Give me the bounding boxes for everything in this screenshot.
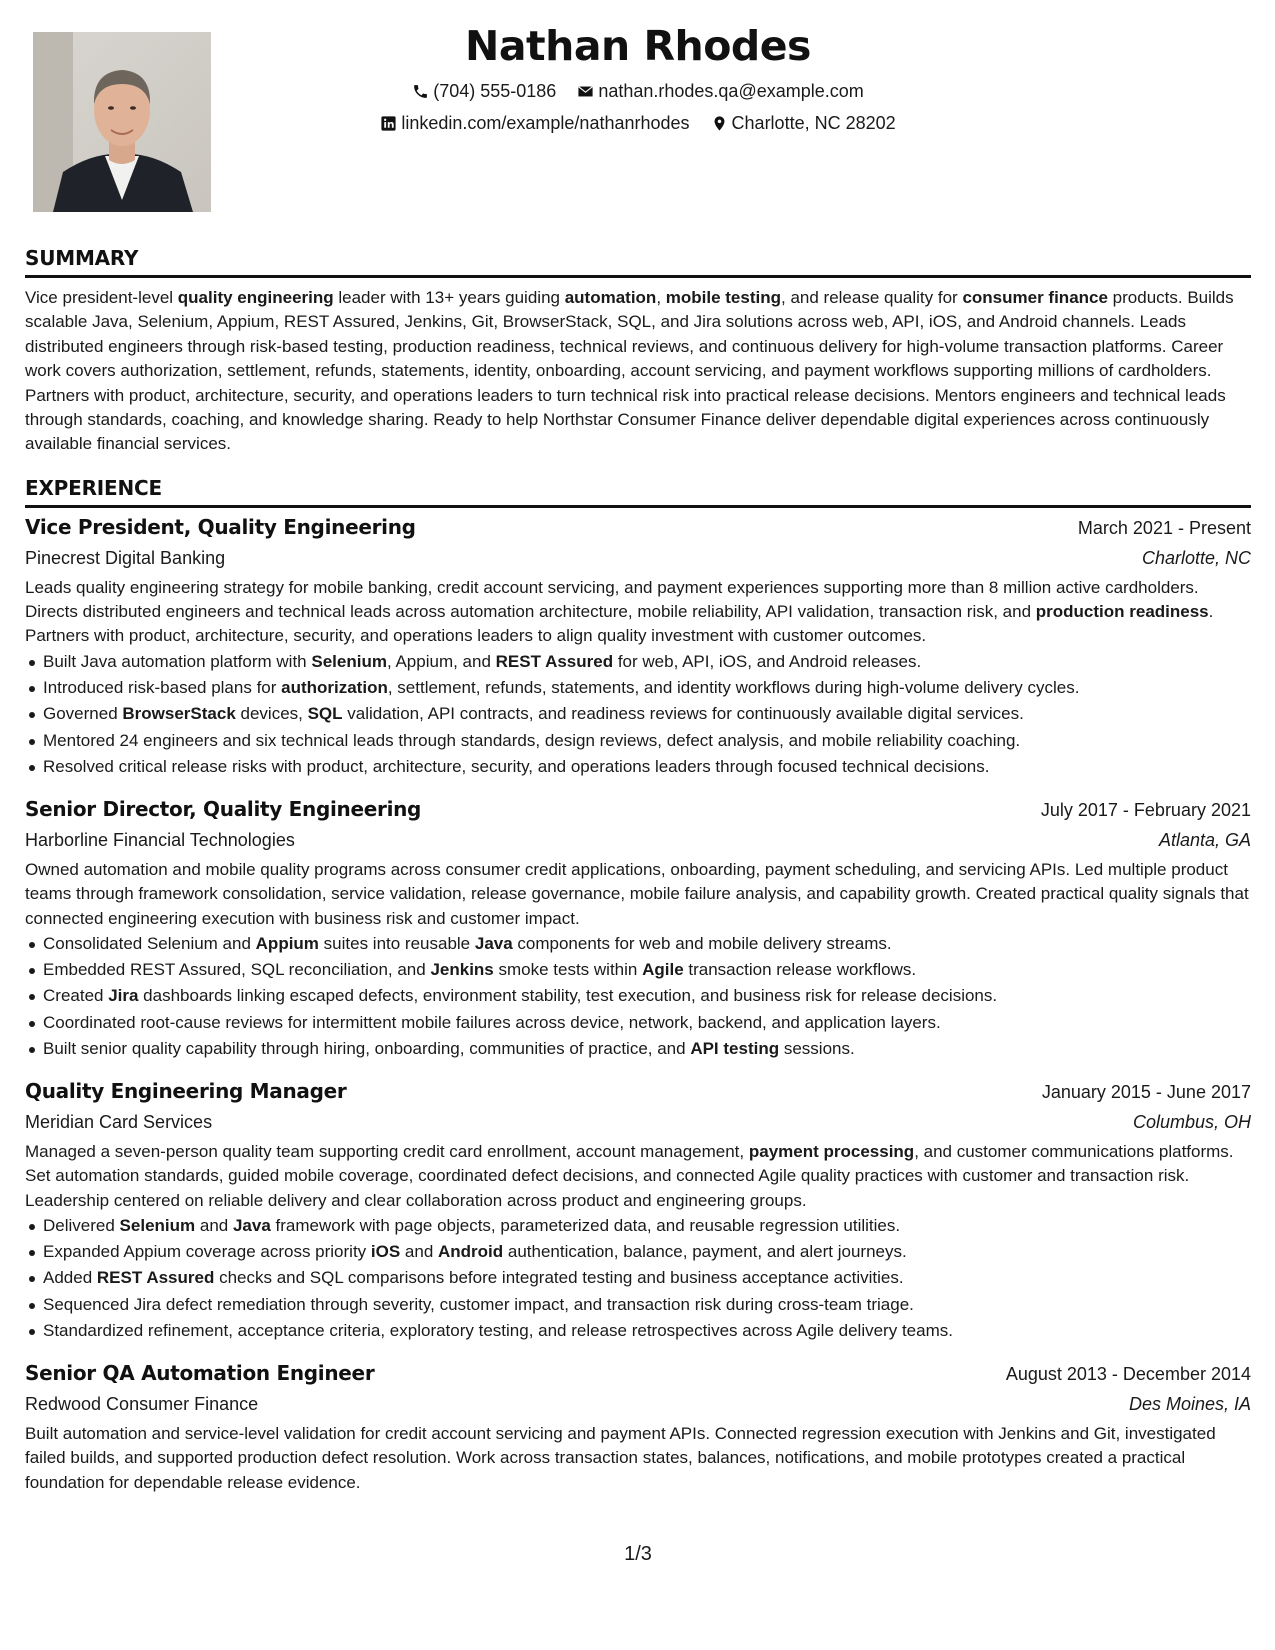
text-run: Added [43, 1268, 97, 1288]
job-location: Charlotte, NC [1141, 548, 1251, 568]
bold-keyword: API testing [690, 1038, 780, 1058]
job-company: Pinecrest Digital Banking [25, 548, 226, 568]
job-description [25, 1422, 1251, 1495]
text-run: , Appium, and [386, 651, 496, 671]
text-run: Managed a seven-person quality team supporting credit card enrollment, account management, [25, 1142, 749, 1162]
job-entry [25, 794, 1251, 1062]
job-location: Des Moines, IA [1128, 1394, 1251, 1415]
job-company: Redwood Consumer Finance [25, 1394, 259, 1415]
linkedin-icon [380, 115, 397, 132]
text-run: . Partners with product, architecture, security, and operations leaders to align quality investment with customer outcomes. [25, 602, 1214, 646]
text-run: Vice president-level [25, 288, 178, 307]
job-entry [25, 512, 1251, 780]
bold-keyword: consumer finance [962, 288, 1108, 307]
map-pin-icon [711, 115, 728, 132]
text-run: Consolidated Selenium and [43, 933, 256, 953]
bold-keyword: iOS [370, 1242, 401, 1262]
summary-text [25, 286, 1251, 457]
candidate-name: Nathan Rhodes [465, 22, 811, 70]
job-title: Vice President, Quality Engineering [25, 515, 416, 539]
text-run: devices, [235, 704, 308, 724]
job-bullet [25, 1213, 1251, 1239]
job-bullet [25, 675, 1251, 701]
text-run: Standardized refinement, acceptance criteria, exploratory testing, and release retrospectives across Agile delivery teams. [43, 1320, 953, 1340]
experience-heading: EXPERIENCE [25, 476, 1251, 508]
job-description [25, 576, 1251, 649]
text-run: Built senior quality capability through hiring, onboarding, communities of practice, and [43, 1038, 691, 1058]
job-bullet [25, 983, 1251, 1009]
contact-line-1 [25, 81, 1251, 105]
text-run: for web, API, iOS, and Android releases. [613, 651, 922, 671]
job-dates: January 2015 - June 2017 [1041, 1082, 1251, 1103]
job-bullet [25, 1265, 1251, 1291]
bold-keyword: mobile testing [665, 288, 781, 307]
job-header-row [25, 1358, 1251, 1389]
job-header-row [25, 512, 1251, 543]
bold-keyword: Java [474, 933, 513, 953]
bold-keyword: Jira [108, 986, 139, 1006]
job-header-row [25, 1076, 1251, 1107]
text-run: components for web and mobile delivery streams. [512, 933, 892, 953]
job-bullet [25, 701, 1251, 727]
text-run: Created [43, 986, 109, 1006]
contact-location [711, 113, 896, 134]
contact-line-2 [25, 113, 1251, 137]
job-entry [25, 1076, 1251, 1344]
bold-keyword: Selenium [119, 1215, 196, 1235]
text-run: Delivered [43, 1215, 120, 1235]
job-bullet [25, 649, 1251, 675]
text-run: authentication, balance, payment, and alert journeys. [503, 1242, 907, 1262]
bold-keyword: production readiness [1035, 602, 1209, 622]
job-company-row [25, 1107, 1251, 1137]
contact-email[interactable] [577, 81, 863, 102]
location-text: Charlotte, NC 28202 [731, 113, 896, 133]
job-company-row [25, 543, 1251, 573]
job-description [25, 1140, 1251, 1213]
job-title: Quality Engineering Manager [25, 1079, 347, 1104]
job-bullet [25, 1318, 1251, 1344]
job-bullet [25, 1036, 1251, 1062]
envelope-icon [577, 83, 594, 100]
text-run: , [656, 288, 666, 307]
job-company: Meridian Card Services [25, 1112, 213, 1133]
experience-list [25, 512, 1251, 1509]
bold-keyword: authorization [281, 677, 388, 697]
text-run: Built Java automation platform with [43, 651, 312, 671]
bold-keyword: Jenkins [430, 960, 494, 979]
bold-keyword: Android [438, 1242, 504, 1262]
bold-keyword: Java [232, 1215, 271, 1235]
bold-keyword: Selenium [311, 651, 387, 671]
text-run: validation, API contracts, and readiness reviews for continuously available digital services. [342, 704, 1024, 724]
page-number: 1/3 [624, 1543, 652, 1565]
text-run: Introduced risk-based plans for [43, 677, 282, 697]
contact-linkedin[interactable] [380, 113, 689, 134]
summary-heading: SUMMARY [25, 246, 1251, 278]
phone-icon [412, 83, 429, 100]
text-run: Owned automation and mobile quality programs across consumer credit applications, onboarding, payment scheduling, and servicing APIs. Led multiple product teams through framework consolidation, service validation, release governance, mobile failure analysis, and capability growth. Created practical quality signals that connected engineering execution with business risk and customer impact. [25, 860, 1249, 928]
text-run: Built automation and service-level validation for credit account servicing and payment APIs. Connected regression execution with Jenkins and Git, investigated failed builds, and supported production defect resolution. Work across transaction states, balances, notifications, and mobile prototypes created a practical foundation for dependable release evidence. [25, 1424, 1216, 1492]
job-entry [25, 1358, 1251, 1495]
text-run: products. Builds scalable Java, Selenium, Appium, REST Assured, Jenkins, Git, BrowserStack, SQL, and Jira solutions across web, API, iOS, and Android channels. Leads distributed engineers through risk-based testing, production readiness, technical reviews, and continuous delivery for high-volume transaction platforms. Career work covers authorization, settlement, refunds, statements, identity, onboarding, account servicing, and payment workflows supporting millions of cardholders. Partners with product, architecture, security, and operations leaders to turn technical risk into practical release decisions. Mentors engineers and technical leads through standards, coaching, and knowledge sharing. Ready to help Northstar Consumer Finance deliver dependable digital experiences across continuously available financial services. [25, 288, 1234, 454]
text-run: checks and SQL comparisons before integrated testing and business acceptance activities. [214, 1268, 904, 1288]
text-run: framework with page objects, parameterized data, and reusable regression utilities. [270, 1215, 901, 1235]
bold-keyword: Appium [255, 933, 319, 953]
text-run: Embedded REST Assured, SQL reconciliation, and [43, 960, 431, 979]
phone-number: (704) 555-0186 [433, 81, 557, 101]
text-run: Mentored 24 engineers and six technical leads through standards, design reviews, defect analysis, and mobile reliability coaching. [43, 730, 1021, 750]
text-run: and [195, 1215, 233, 1235]
linkedin-url[interactable]: linkedin.com/example/nathanrhodes [401, 113, 690, 133]
job-bullet-list [25, 931, 1251, 1062]
text-run: Leads quality engineering strategy for mobile banking, credit account servicing, and payment experiences supporting more than 8 million active cardholders. Directs distributed engineers and technical leads across automation architecture, mobile reliability, API validation, transaction risk, and [25, 578, 1199, 622]
text-run: Governed [43, 704, 123, 724]
job-company-row [25, 825, 1251, 855]
text-run: leader with 13+ years guiding [333, 288, 565, 307]
text-run: , and customer communications platforms. Set automation standards, guided mobile coverage, coordinated defect decisions, and connected Agile quality practices with customer and transaction risk. Leadership centered on reliable delivery and clear collaboration across product and engineering groups. [25, 1142, 1234, 1210]
job-company-row [25, 1389, 1251, 1419]
bold-keyword: Agile [642, 960, 684, 979]
job-bullet [25, 931, 1251, 957]
job-bullet [25, 957, 1251, 983]
text-run: , settlement, refunds, statements, and identity workflows during high-volume delivery cycles. [387, 677, 1080, 697]
job-bullet-list [25, 1213, 1251, 1344]
bold-keyword: automation [564, 288, 657, 307]
bold-keyword: SQL [307, 704, 343, 724]
job-title: Senior Director, Quality Engineering [25, 797, 422, 822]
text-run: , and release quality for [781, 288, 963, 307]
text-run: Coordinated root-cause reviews for intermittent mobile failures across device, network, backend, and application layers. [43, 1012, 941, 1032]
bold-keyword: BrowserStack [122, 704, 236, 724]
bold-keyword: payment processing [748, 1142, 915, 1162]
job-bullet [25, 1239, 1251, 1265]
text-run: Expanded Appium coverage across priority [43, 1242, 371, 1262]
text-run: and [400, 1242, 439, 1262]
job-header-row [25, 794, 1251, 825]
text-run: Resolved critical release risks with product, architecture, security, and operations leaders through focused technical decisions. [43, 756, 990, 776]
job-bullet-list [25, 649, 1251, 780]
job-bullet [25, 728, 1251, 754]
job-dates: March 2021 - Present [1077, 518, 1251, 538]
text-run: Sequenced Jira defect remediation through severity, customer impact, and transaction risk during cross-team triage. [43, 1294, 914, 1314]
job-description [25, 858, 1251, 931]
bold-keyword: quality engineering [177, 288, 334, 307]
job-company: Harborline Financial Technologies [25, 830, 295, 851]
job-bullet [25, 754, 1251, 780]
text-run: transaction release workflows. [683, 960, 917, 979]
bold-keyword: REST Assured [495, 651, 614, 671]
text-run: smoke tests within [493, 960, 643, 979]
job-location: Atlanta, GA [1158, 830, 1251, 851]
job-bullet [25, 1010, 1251, 1036]
bold-keyword: REST Assured [96, 1268, 215, 1288]
text-run: suites into reusable [318, 933, 475, 953]
resume-page [25, 0, 1251, 1650]
job-dates: July 2017 - February 2021 [1040, 800, 1251, 821]
email-address[interactable]: nathan.rhodes.qa@example.com [598, 81, 864, 101]
job-bullet [25, 1292, 1251, 1318]
text-run: dashboards linking escaped defects, environment stability, test execution, and business risk for release decisions. [138, 986, 998, 1006]
job-location: Columbus, OH [1132, 1112, 1251, 1133]
text-run: sessions. [779, 1038, 855, 1058]
job-title: Senior QA Automation Engineer [25, 1361, 375, 1386]
contact-phone [412, 81, 556, 102]
job-dates: August 2013 - December 2014 [1005, 1364, 1251, 1385]
